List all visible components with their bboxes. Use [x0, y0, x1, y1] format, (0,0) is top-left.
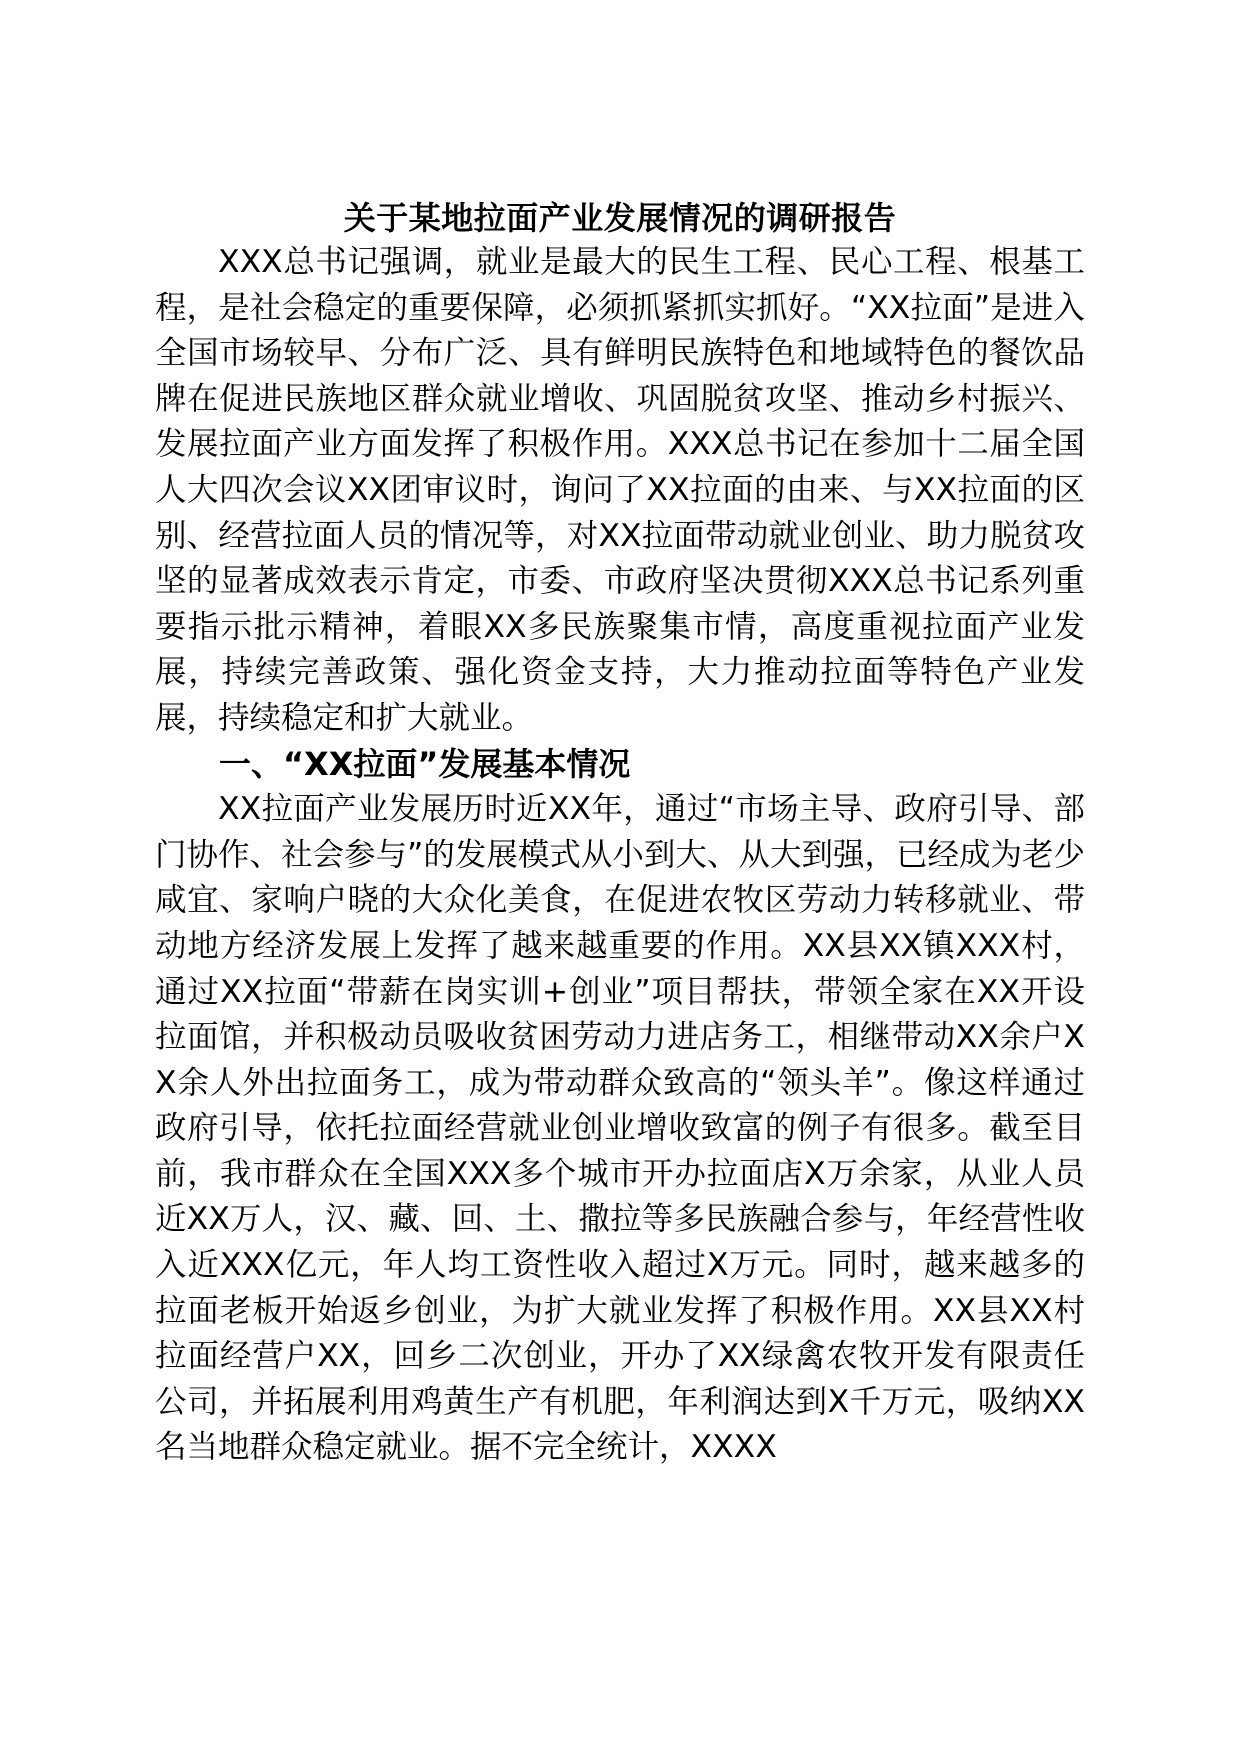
section-paragraph: XX拉面产业发展历时近XX年，通过“市场主导、政府引导、部门协作、社会参与”的发展模式从小到大、从大到强，已经成为老少咸宜、家响户晓的大众化美食，在促进农牧区劳动力转移就业、带动地方经济发展上发挥了越来越重要的作用。XX县XX镇XXX村，通过XX拉面“带薪在岗实训+创业”项目帮扶，带领全家在XX开设拉面馆，并积极动员吸收贫困劳动力进店务工，相继带动XX余户XX余人外出拉面务工，成为带动群众致高的“领头羊”。像这样通过政府引导，依托拉面经营就业创业增收致富的例子有很多。截至目前，我市群众在全国XXX多个城市开办拉面店X万余家，从业人员近XX万人，汉、藏、回、土、撒拉等多民族融合参与，年经营性收入近XXX亿元，年人均工资性收入超过X万元。同时，越来越多的拉面老板开始返乡创业，为扩大就业发挥了积极作用。XX县XX村拉面经营户XX，回乡二次创业，开办了XX绿禽农牧开发有限责任公司，并拓展利用鸡黄生产有机肥，年利润达到X千万元，吸纳XX名当地群众稳定就业。据不完全统计，XXXX — [155, 791, 1085, 1466]
document-page — [155, 196, 1085, 1471]
section-heading: 一、“XX拉面”发展基本情况 — [219, 744, 631, 783]
intro-paragraph: XXX总书记强调，就业是最大的民生工程、民心工程、根基工程，是社会稳定的重要保障，必须抓紧抓实抓好。“XX拉面”是进入全国市场较早、分布广泛、具有鲜明民族特色和地域特色的餐饮品牌在促进民族地区群众就业增收、巩固脱贫攻坚、推动乡村振兴、发展拉面产业方面发挥了积极作用。XXX总书记在参加十二届全国人大四次会议XX团审议时，询问了XX拉面的由来、与XX拉面的区别、经营拉面人员的情况等，对XX拉面带动就业创业、助力脱贫攻坚的显著成效表示肯定，市委、市政府坚决贯彻XXX总书记系列重要指示批示精神，着眼XX多民族聚集市情，高度重视拉面产业发展，持续完善政策、强化资金支持，大力推动拉面等特色产业发展，持续稳定和扩大就业。 — [155, 244, 1085, 736]
document-title: 关于某地拉面产业发展情况的调研报告 — [343, 199, 897, 237]
